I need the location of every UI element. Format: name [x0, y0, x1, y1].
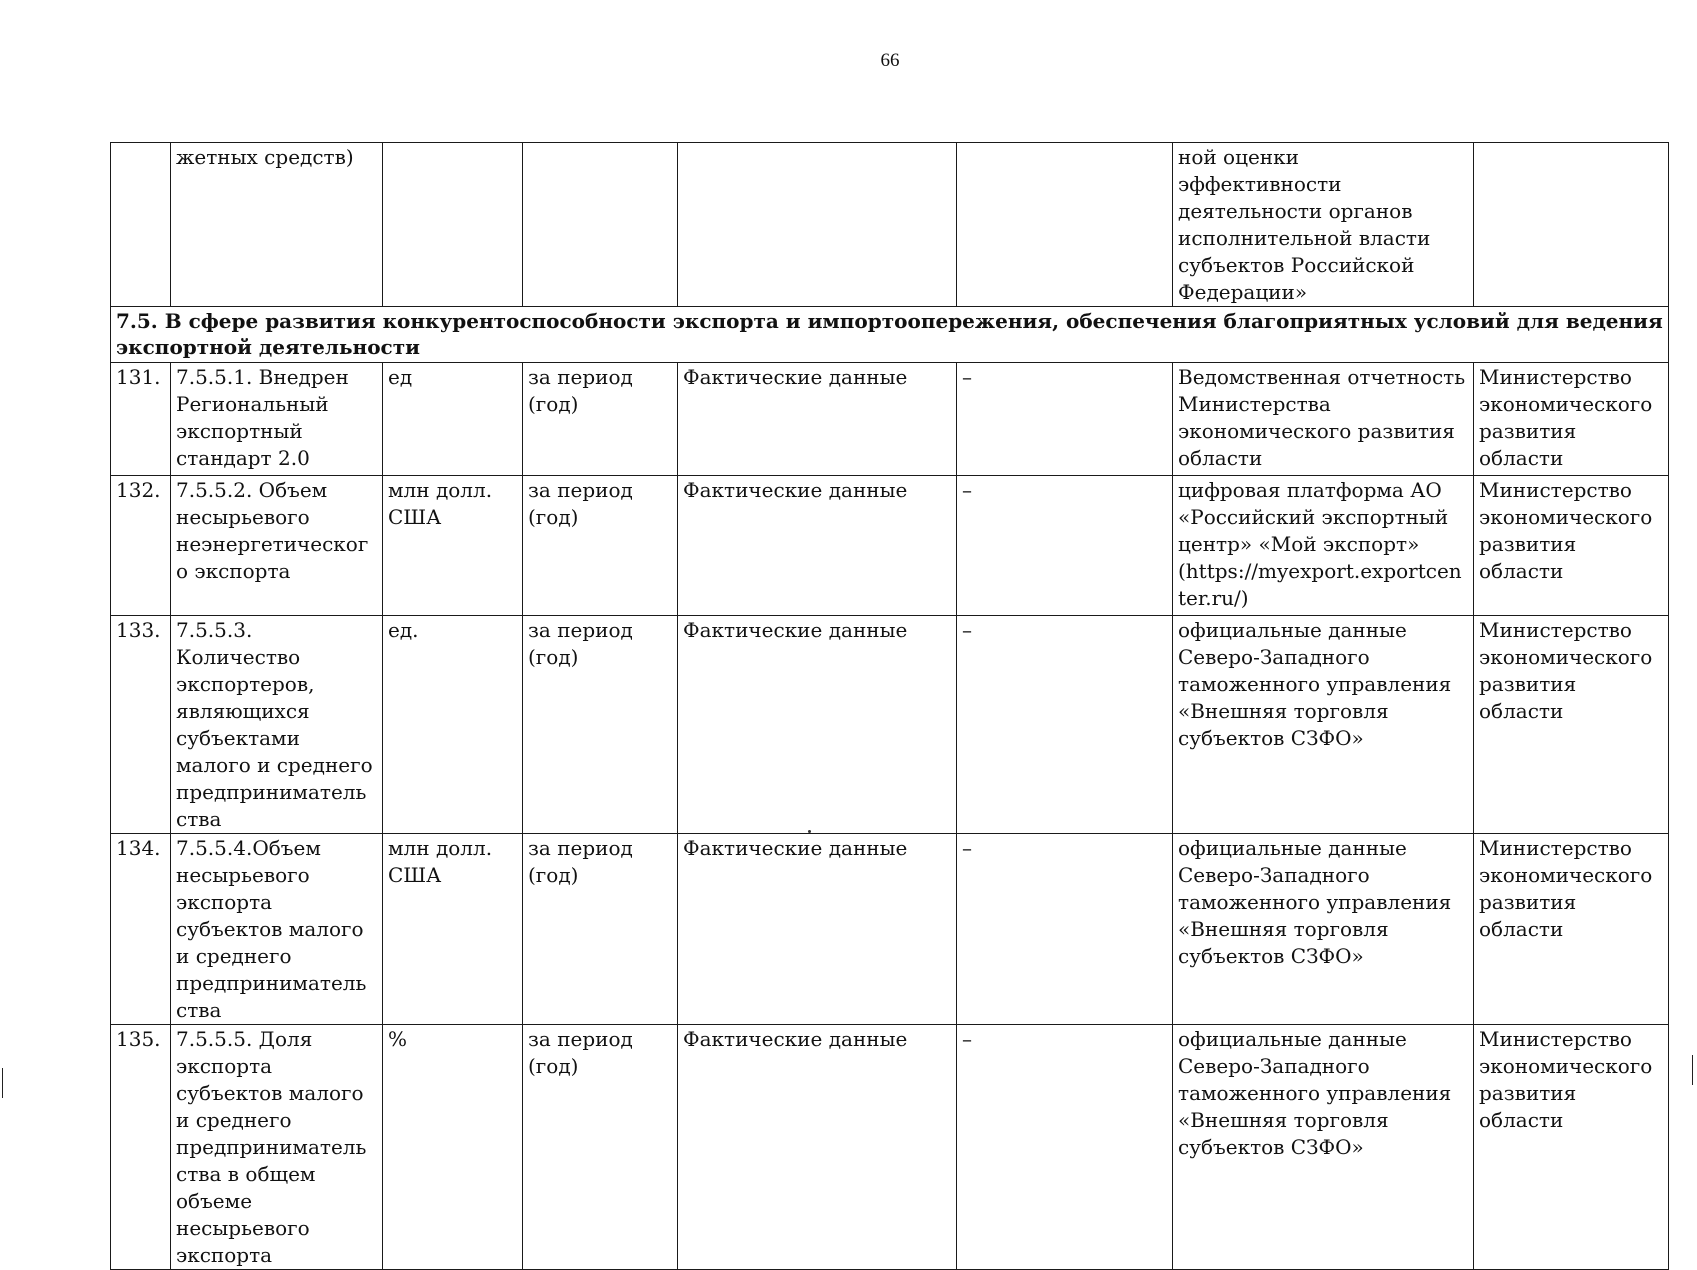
table-row: [111, 363, 1669, 476]
section-row: [111, 307, 1669, 363]
name-cell: 7.5.5.5. Доля экспорта субъектов малого и среднего предпринимательства в общем объеме несырьевого экспорта: [171, 1025, 383, 1270]
source-cell: ной оценки эффективности деятельности органов исполнительной власти субъектов Российской Федерации»: [1173, 143, 1474, 307]
source-cell: Ведомственная отчетность Министерства экономического развития области: [1173, 363, 1474, 476]
period-cell: за период (год): [523, 616, 678, 834]
unit-cell: %: [383, 1025, 523, 1270]
method-cell: [678, 143, 957, 307]
right-margin-mark: [1692, 1055, 1693, 1085]
name-cell: 7.5.5.1. Внедрен Региональный экспортный стандарт 2.0: [171, 363, 383, 476]
unit-cell: ед: [383, 363, 523, 476]
source-cell: официальные данные Северо-Западного таможенного управления «Внешняя торговля субъектов СЗФО»: [1173, 1025, 1474, 1270]
name-cell: жетных средств): [171, 143, 383, 307]
num-cell: 133.: [111, 616, 171, 834]
unit-cell: [383, 143, 523, 307]
method-cell: Фактические данные: [678, 476, 957, 616]
responsible-cell: Министерство экономического развития области: [1474, 616, 1669, 834]
source-cell: цифровая платформа АО «Российский экспортный центр» «Мой экспорт» (https://myexport.exportcenter.ru/): [1173, 476, 1474, 616]
method-cell: Фактические данные: [678, 834, 957, 1025]
formula-cell: –: [957, 476, 1173, 616]
source-cell: официальные данные Северо-Западного таможенного управления «Внешняя торговля субъектов СЗФО»: [1173, 616, 1474, 834]
period-cell: за период (год): [523, 476, 678, 616]
responsible-cell: Министерство экономического развития области: [1474, 476, 1669, 616]
scan-speck: [808, 830, 811, 833]
method-cell: Фактические данные: [678, 1025, 957, 1270]
unit-cell: ед.: [383, 616, 523, 834]
num-cell: [111, 143, 171, 307]
period-cell: за период (год): [523, 363, 678, 476]
num-cell: 135.: [111, 1025, 171, 1270]
method-cell: Фактические данные: [678, 616, 957, 834]
source-cell: официальные данные Северо-Западного таможенного управления «Внешняя торговля субъектов СЗФО»: [1173, 834, 1474, 1025]
name-cell: 7.5.5.3. Количество экспортеров, являющихся субъектами малого и среднего предпринимательства: [171, 616, 383, 834]
indicators-table: [110, 142, 1669, 1270]
responsible-cell: Министерство экономического развития области: [1474, 834, 1669, 1025]
table-row: [111, 1025, 1669, 1270]
method-cell: Фактические данные: [678, 363, 957, 476]
table-row: [111, 834, 1669, 1025]
page-number: 66: [880, 50, 900, 71]
responsible-cell: [1474, 143, 1669, 307]
unit-cell: млн долл. США: [383, 834, 523, 1025]
responsible-cell: Министерство экономического развития области: [1474, 363, 1669, 476]
period-cell: за период (год): [523, 834, 678, 1025]
period-cell: [523, 143, 678, 307]
formula-cell: –: [957, 363, 1173, 476]
num-cell: 132.: [111, 476, 171, 616]
section-heading: 7.5. В сфере развития конкурентоспособности экспорта и импортоопережения, обеспечения благоприятных условий для ведения экспортной деятельности: [111, 307, 1669, 363]
formula-cell: –: [957, 834, 1173, 1025]
num-cell: 131.: [111, 363, 171, 476]
formula-cell: –: [957, 616, 1173, 834]
continuation-row: [111, 143, 1669, 307]
left-margin-mark: [2, 1068, 3, 1098]
formula-cell: [957, 143, 1173, 307]
table-row: [111, 476, 1669, 616]
period-cell: за период (год): [523, 1025, 678, 1270]
responsible-cell: Министерство экономического развития области: [1474, 1025, 1669, 1270]
num-cell: 134.: [111, 834, 171, 1025]
table-row: [111, 616, 1669, 834]
name-cell: 7.5.5.2. Объем несырьевого неэнергетического экспорта: [171, 476, 383, 616]
unit-cell: млн долл. США: [383, 476, 523, 616]
name-cell: 7.5.5.4.Объем несырьевого экспорта субъектов малого и среднего предпринимательства: [171, 834, 383, 1025]
formula-cell: –: [957, 1025, 1173, 1270]
